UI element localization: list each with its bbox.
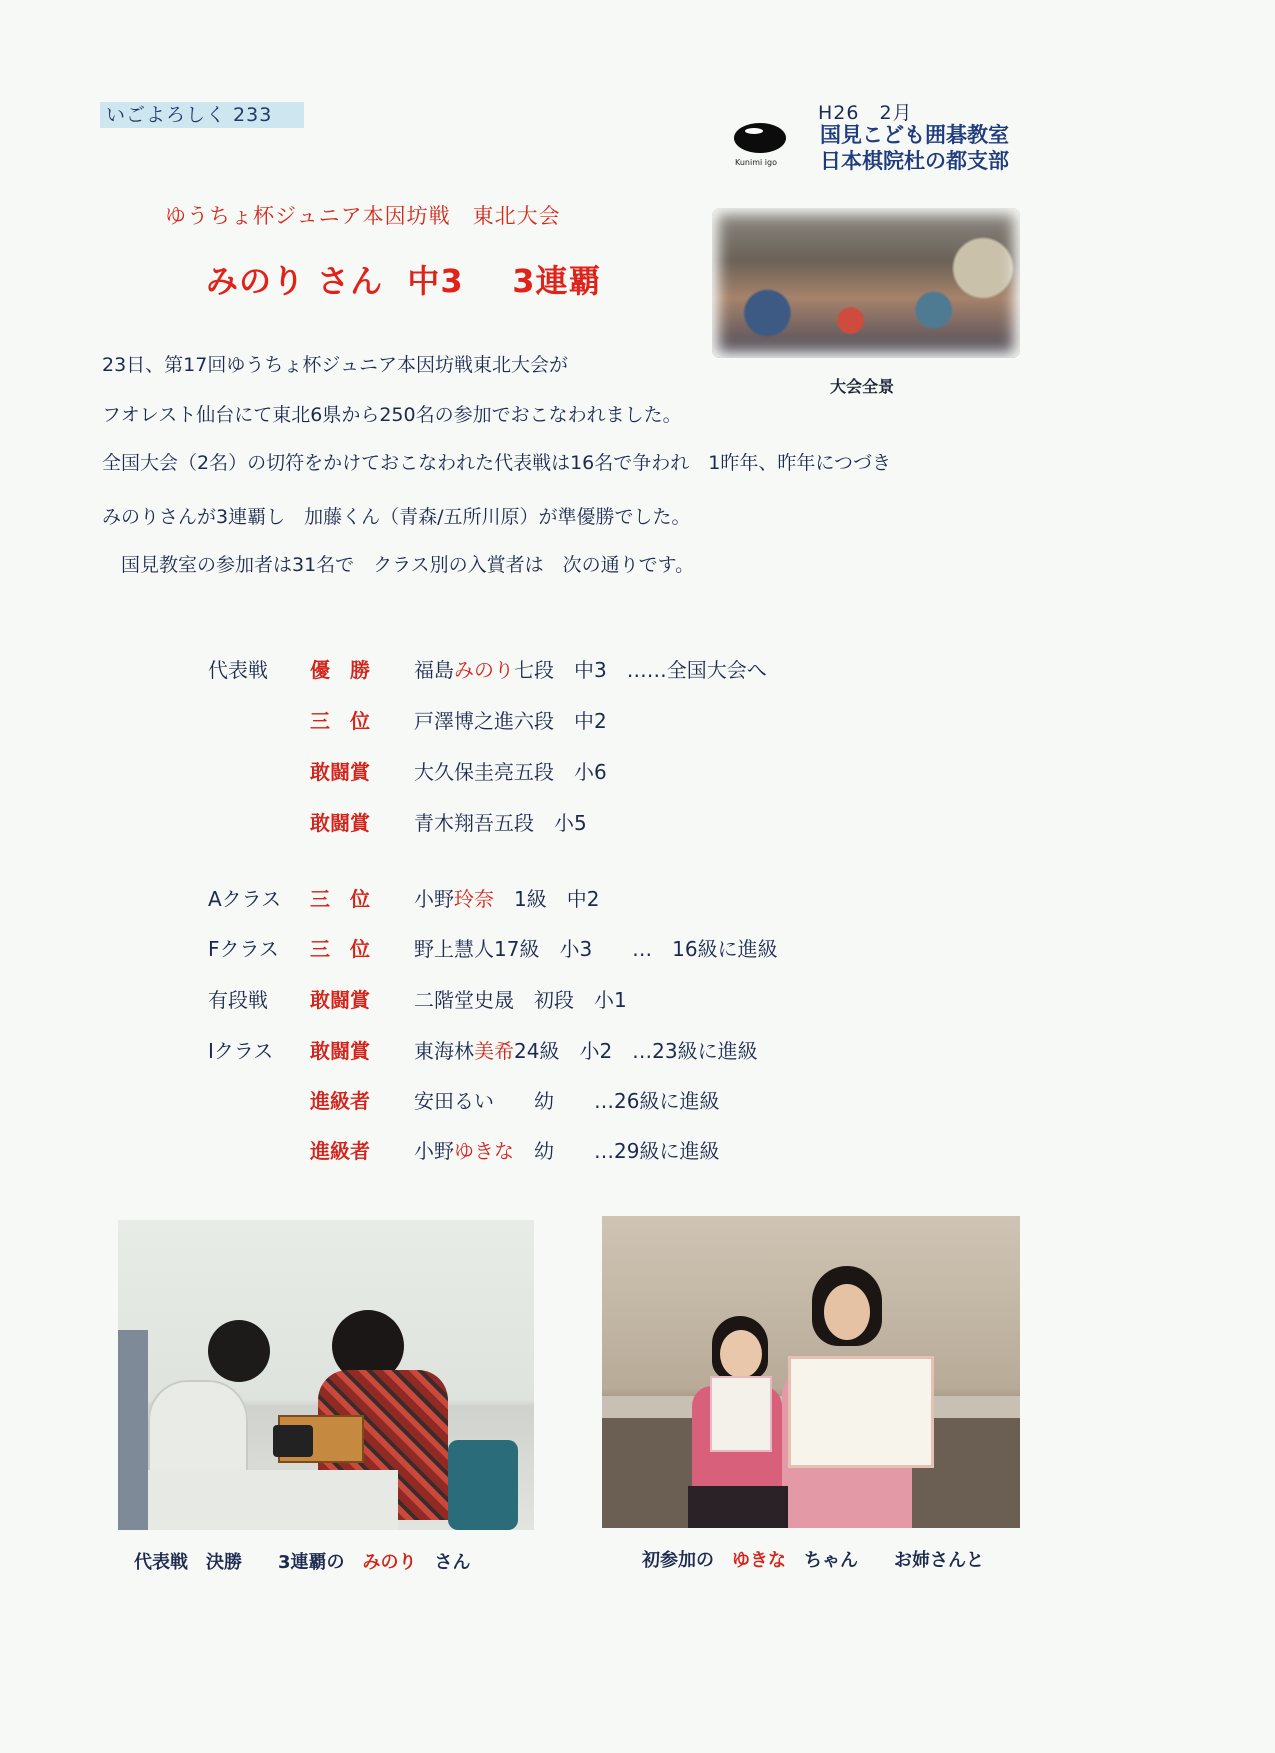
award-label: 敢闘賞 <box>310 988 370 1012</box>
award-ceremony-photo <box>602 1216 1020 1528</box>
award-label: 優 勝 <box>310 658 370 682</box>
winner-entry: 野上慧人17級 小3 … 16級に進級 <box>414 937 778 961</box>
logo-text: Kunimi igo <box>735 158 777 167</box>
paragraph-line: 国見教室の参加者は31名で クラス別の入賞者は 次の通りです。 <box>102 554 695 576</box>
issue-date: H26 2月 <box>818 102 913 124</box>
class-label: Iクラス <box>208 1039 274 1063</box>
paragraph-line: みのりさんが3連覇し 加藤くん（青森/五所川原）が準優勝でした。 <box>102 506 691 528</box>
paragraph-line: フオレスト仙台にて東北6県から250名の参加でおこなわれました。 <box>102 404 682 426</box>
winner-entry: 安田るい 幼 …26級に進級 <box>414 1089 720 1113</box>
article-subtitle: ゆうちょ杯ジュニア本因坊戦 東北大会 <box>165 204 561 228</box>
winner-entry: 小野ゆきな 幼 …29級に進級 <box>414 1139 720 1163</box>
winner-entry: 大久保圭亮五段 小6 <box>414 760 607 784</box>
winner-entry: 小野玲奈 1級 中2 <box>414 887 600 911</box>
award-label: 敢闘賞 <box>310 811 370 835</box>
award-label: 進級者 <box>310 1139 370 1163</box>
tournament-overview-photo <box>712 208 1020 358</box>
award-label: 進級者 <box>310 1089 370 1113</box>
winner-entry: 二階堂史晟 初段 小1 <box>414 988 627 1012</box>
class-label: 有段戦 <box>208 988 268 1012</box>
class-label: Fクラス <box>208 937 279 961</box>
winner-entry: 戸澤博之進六段 中2 <box>414 709 607 733</box>
class-label: Aクラス <box>208 887 282 911</box>
winner-entry: 青木翔吾五段 小5 <box>414 811 587 835</box>
award-label: 敢闘賞 <box>310 760 370 784</box>
org-line-1: 国見こども囲碁教室 <box>820 123 1009 147</box>
award-photo-caption: 初参加の ゆきな ちゃん お姉さんと <box>642 1550 984 1571</box>
paragraph-line: 全国大会（2名）の切符をかけておこなわれた代表戦は16名で争われ 1昨年、昨年につづき <box>102 452 891 474</box>
overview-photo-caption: 大会全景 <box>830 377 895 396</box>
award-label: 三 位 <box>310 709 370 733</box>
article-headline: みのり さん 中3 3連覇 <box>206 262 602 300</box>
final-match-caption: 代表戦 決勝 3連覇の みのり さん <box>134 1552 471 1573</box>
class-label: 代表戦 <box>208 658 268 682</box>
org-line-2: 日本棋院杜の都支部 <box>820 149 1009 173</box>
organization-name <box>820 122 1009 174</box>
winner-entry: 福島みのり七段 中3 ……全国大会へ <box>414 658 767 682</box>
award-label: 三 位 <box>310 887 370 911</box>
award-label: 三 位 <box>310 937 370 961</box>
winner-entry: 東海林美希24級 小2 …23級に進級 <box>414 1039 758 1063</box>
award-label: 敢闘賞 <box>310 1039 370 1063</box>
paragraph-line: 23日、第17回ゆうちょ杯ジュニア本因坊戦東北大会が <box>102 354 568 376</box>
issue-tag: いごよろしく 233 <box>100 102 304 128</box>
final-match-photo <box>118 1220 534 1530</box>
